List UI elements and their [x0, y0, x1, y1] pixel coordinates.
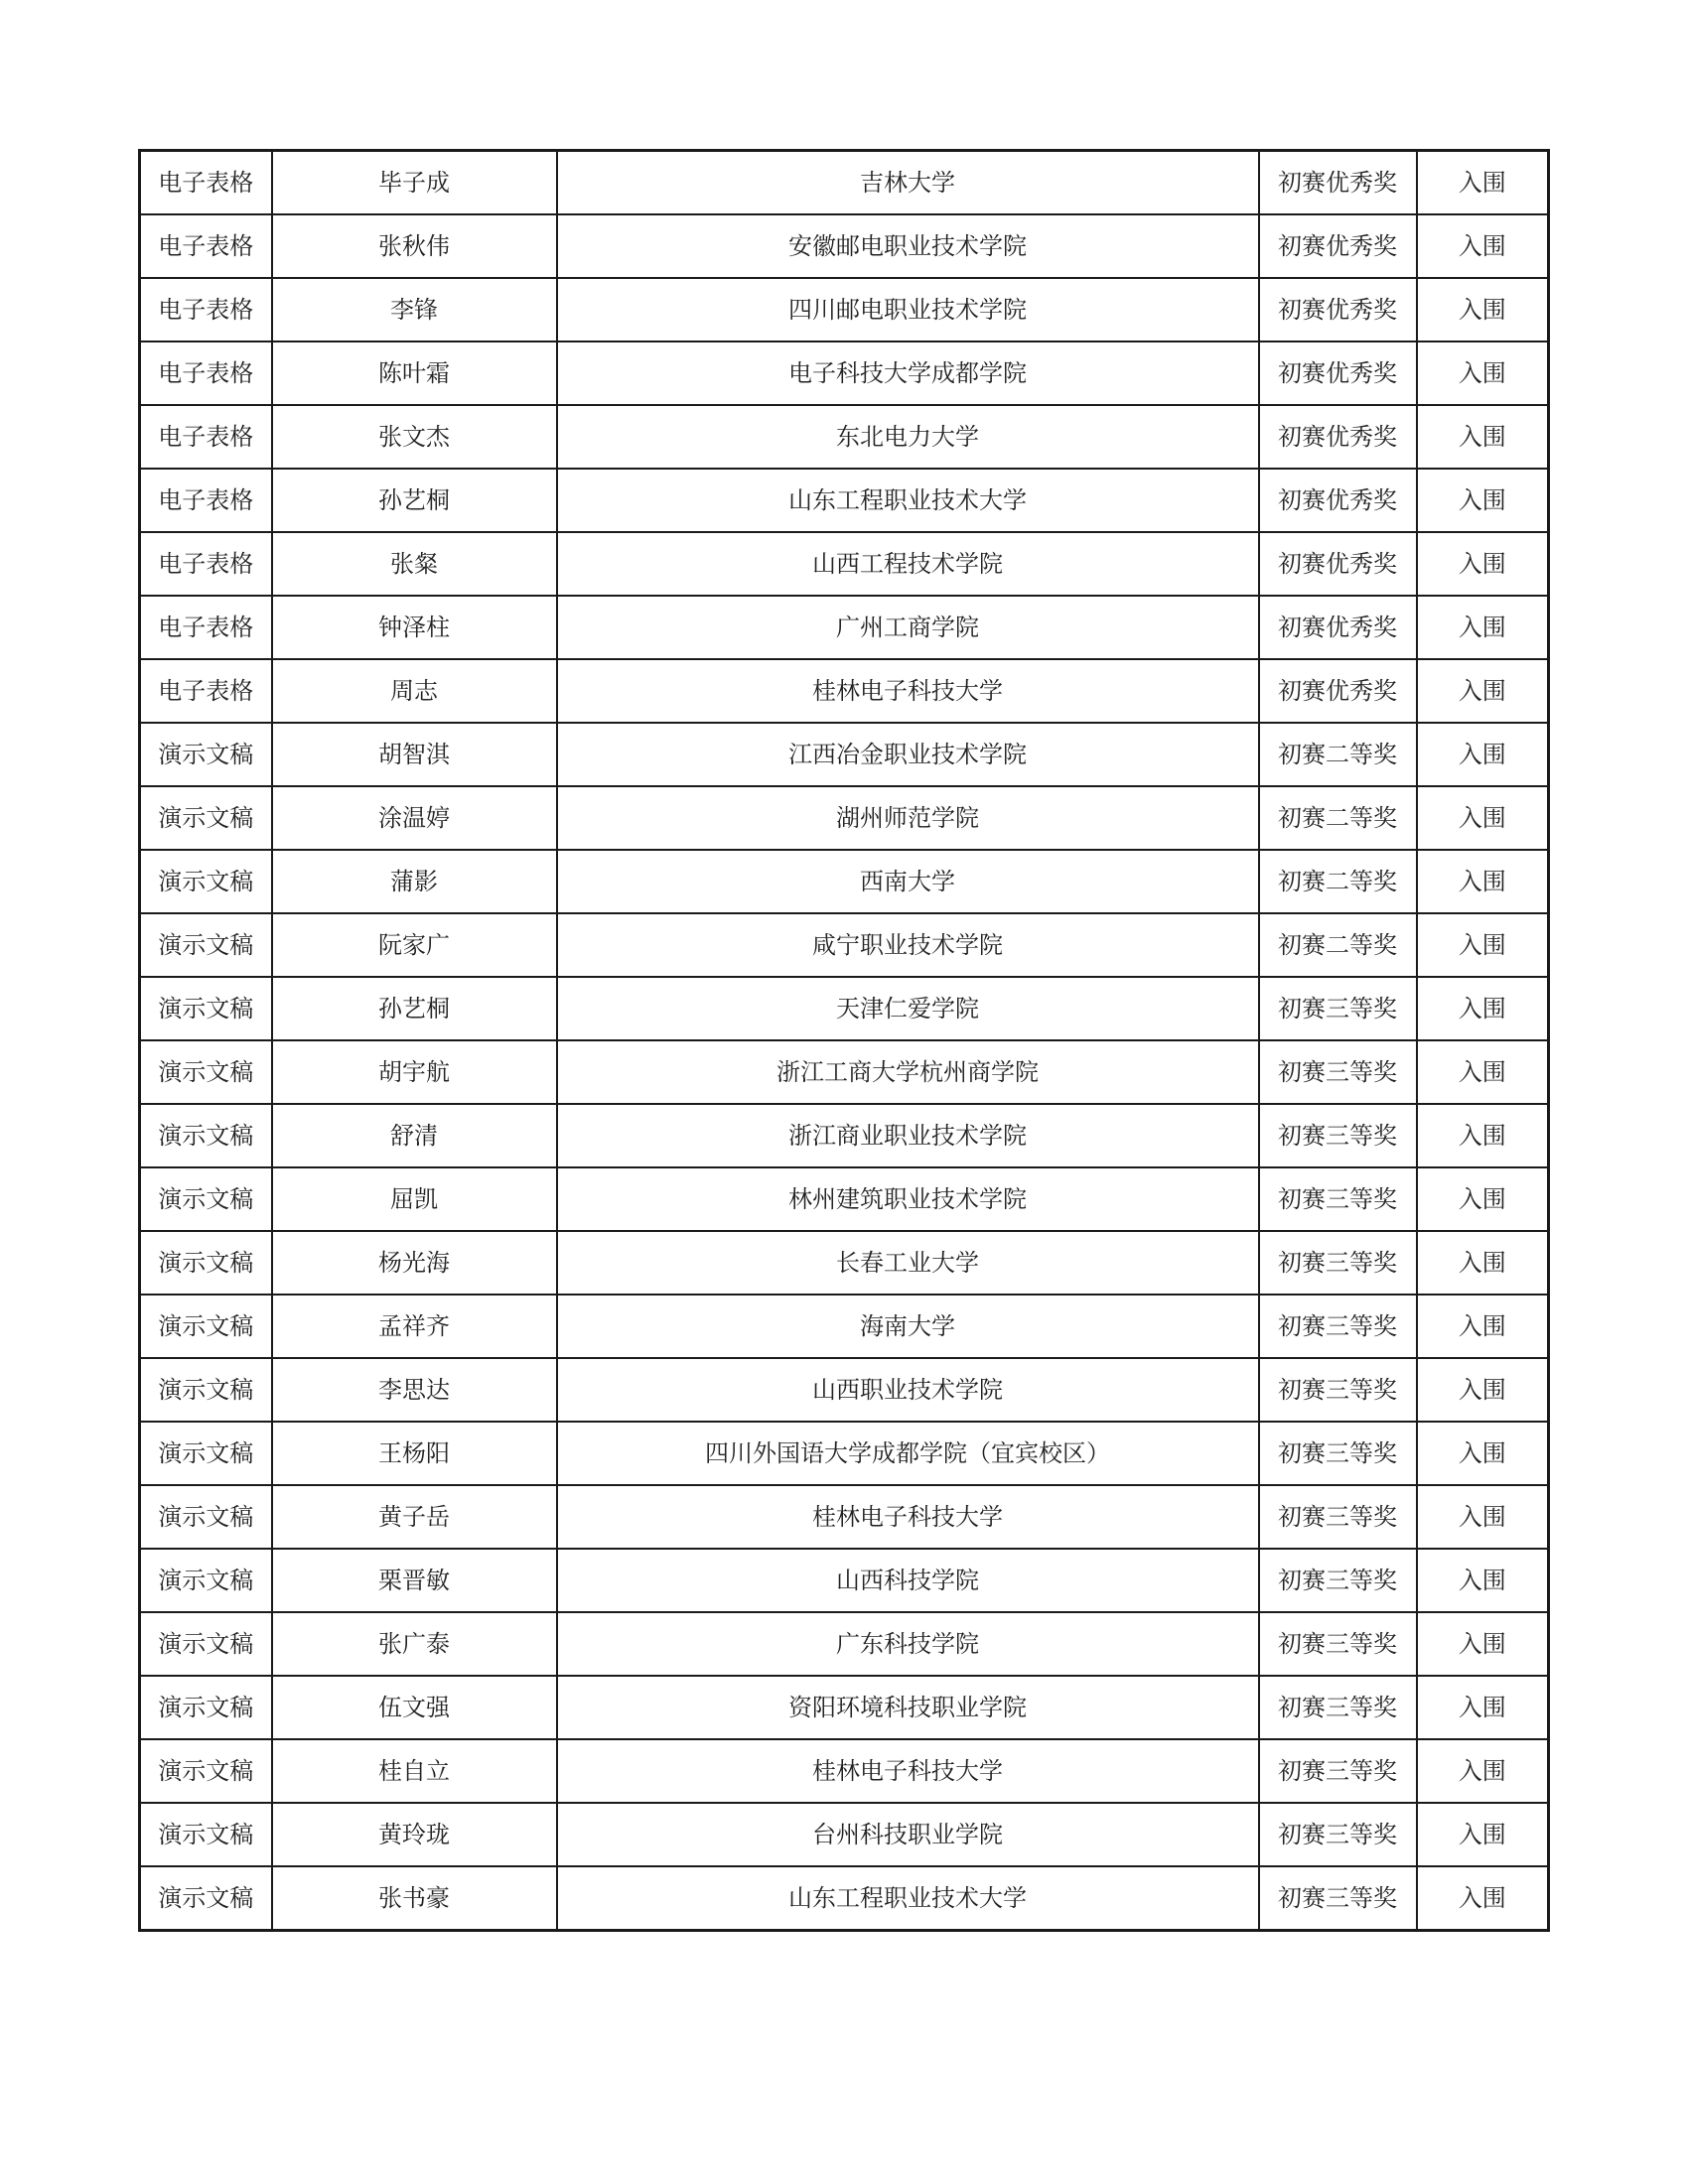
award-results-table	[138, 149, 1550, 1932]
status-cell: 入围	[1417, 1803, 1549, 1866]
award-cell: 初赛优秀奖	[1259, 278, 1417, 341]
award-table-body	[140, 151, 1549, 1931]
school-cell: 桂林电子科技大学	[557, 659, 1259, 723]
name-cell: 陈叶霜	[272, 341, 557, 405]
category-cell: 演示文稿	[140, 1549, 272, 1612]
category-cell: 演示文稿	[140, 1676, 272, 1739]
category-cell: 演示文稿	[140, 1104, 272, 1167]
award-cell: 初赛三等奖	[1259, 1866, 1417, 1931]
award-cell: 初赛二等奖	[1259, 913, 1417, 977]
status-cell: 入围	[1417, 977, 1549, 1040]
table-row	[140, 1295, 1549, 1358]
table-row	[140, 1167, 1549, 1231]
status-cell: 入围	[1417, 1485, 1549, 1549]
school-cell: 四川外国语大学成都学院（宜宾校区）	[557, 1422, 1259, 1485]
name-cell: 钟泽柱	[272, 596, 557, 659]
category-cell: 演示文稿	[140, 1866, 272, 1931]
category-cell: 演示文稿	[140, 1167, 272, 1231]
award-cell: 初赛二等奖	[1259, 850, 1417, 913]
award-cell: 初赛二等奖	[1259, 723, 1417, 786]
school-cell: 山东工程职业技术大学	[557, 469, 1259, 532]
status-cell: 入围	[1417, 1676, 1549, 1739]
category-cell: 演示文稿	[140, 850, 272, 913]
table-row	[140, 850, 1549, 913]
school-cell: 山西工程技术学院	[557, 532, 1259, 596]
table-row	[140, 1612, 1549, 1676]
category-cell: 演示文稿	[140, 1358, 272, 1422]
status-cell: 入围	[1417, 1104, 1549, 1167]
category-cell: 演示文稿	[140, 1295, 272, 1358]
school-cell: 江西冶金职业技术学院	[557, 723, 1259, 786]
status-cell: 入围	[1417, 1231, 1549, 1295]
award-cell: 初赛三等奖	[1259, 1676, 1417, 1739]
table-row	[140, 1231, 1549, 1295]
table-row	[140, 1549, 1549, 1612]
name-cell: 李锋	[272, 278, 557, 341]
category-cell: 电子表格	[140, 151, 272, 215]
category-cell: 电子表格	[140, 214, 272, 278]
category-cell: 演示文稿	[140, 1803, 272, 1866]
status-cell: 入围	[1417, 786, 1549, 850]
table-row	[140, 596, 1549, 659]
name-cell: 涂温婷	[272, 786, 557, 850]
name-cell: 胡宇航	[272, 1040, 557, 1104]
table-row	[140, 278, 1549, 341]
category-cell: 演示文稿	[140, 1231, 272, 1295]
category-cell: 电子表格	[140, 341, 272, 405]
award-cell: 初赛优秀奖	[1259, 151, 1417, 215]
name-cell: 阮家广	[272, 913, 557, 977]
name-cell: 孟祥齐	[272, 1295, 557, 1358]
status-cell: 入围	[1417, 1295, 1549, 1358]
status-cell: 入围	[1417, 1422, 1549, 1485]
category-cell: 电子表格	[140, 659, 272, 723]
award-cell: 初赛三等奖	[1259, 1231, 1417, 1295]
school-cell: 山西科技学院	[557, 1549, 1259, 1612]
table-row	[140, 786, 1549, 850]
category-cell: 演示文稿	[140, 1040, 272, 1104]
status-cell: 入围	[1417, 1612, 1549, 1676]
name-cell: 伍文强	[272, 1676, 557, 1739]
name-cell: 屈凯	[272, 1167, 557, 1231]
category-cell: 演示文稿	[140, 1422, 272, 1485]
school-cell: 浙江商业职业技术学院	[557, 1104, 1259, 1167]
status-cell: 入围	[1417, 1167, 1549, 1231]
name-cell: 黄子岳	[272, 1485, 557, 1549]
status-cell: 入围	[1417, 341, 1549, 405]
status-cell: 入围	[1417, 1739, 1549, 1803]
award-cell: 初赛优秀奖	[1259, 532, 1417, 596]
award-cell: 初赛三等奖	[1259, 1040, 1417, 1104]
name-cell: 孙艺桐	[272, 977, 557, 1040]
award-cell: 初赛三等奖	[1259, 1485, 1417, 1549]
status-cell: 入围	[1417, 469, 1549, 532]
award-cell: 初赛优秀奖	[1259, 405, 1417, 469]
school-cell: 浙江工商大学杭州商学院	[557, 1040, 1259, 1104]
table-row	[140, 1676, 1549, 1739]
award-cell: 初赛三等奖	[1259, 1167, 1417, 1231]
category-cell: 电子表格	[140, 532, 272, 596]
category-cell: 电子表格	[140, 278, 272, 341]
category-cell: 演示文稿	[140, 1612, 272, 1676]
category-cell: 演示文稿	[140, 1739, 272, 1803]
school-cell: 林州建筑职业技术学院	[557, 1167, 1259, 1231]
table-row	[140, 1104, 1549, 1167]
category-cell: 电子表格	[140, 469, 272, 532]
table-row	[140, 1358, 1549, 1422]
name-cell: 张文杰	[272, 405, 557, 469]
table-row	[140, 1485, 1549, 1549]
award-cell: 初赛三等奖	[1259, 1422, 1417, 1485]
award-cell: 初赛三等奖	[1259, 1295, 1417, 1358]
school-cell: 长春工业大学	[557, 1231, 1259, 1295]
status-cell: 入围	[1417, 214, 1549, 278]
name-cell: 张书豪	[272, 1866, 557, 1931]
award-cell: 初赛优秀奖	[1259, 341, 1417, 405]
school-cell: 桂林电子科技大学	[557, 1485, 1259, 1549]
award-cell: 初赛三等奖	[1259, 1358, 1417, 1422]
name-cell: 毕子成	[272, 151, 557, 215]
table-row	[140, 913, 1549, 977]
status-cell: 入围	[1417, 151, 1549, 215]
table-row	[140, 532, 1549, 596]
school-cell: 安徽邮电职业技术学院	[557, 214, 1259, 278]
name-cell: 桂自立	[272, 1739, 557, 1803]
status-cell: 入围	[1417, 596, 1549, 659]
name-cell: 张粲	[272, 532, 557, 596]
award-cell: 初赛三等奖	[1259, 1612, 1417, 1676]
table-row	[140, 341, 1549, 405]
school-cell: 桂林电子科技大学	[557, 1739, 1259, 1803]
award-cell: 初赛优秀奖	[1259, 596, 1417, 659]
table-row	[140, 214, 1549, 278]
status-cell: 入围	[1417, 1866, 1549, 1931]
award-cell: 初赛三等奖	[1259, 977, 1417, 1040]
status-cell: 入围	[1417, 850, 1549, 913]
name-cell: 张广泰	[272, 1612, 557, 1676]
table-row	[140, 659, 1549, 723]
school-cell: 天津仁爱学院	[557, 977, 1259, 1040]
status-cell: 入围	[1417, 659, 1549, 723]
table-row	[140, 1866, 1549, 1931]
category-cell: 演示文稿	[140, 913, 272, 977]
category-cell: 电子表格	[140, 405, 272, 469]
status-cell: 入围	[1417, 1040, 1549, 1104]
award-cell: 初赛优秀奖	[1259, 214, 1417, 278]
category-cell: 演示文稿	[140, 723, 272, 786]
status-cell: 入围	[1417, 278, 1549, 341]
table-row	[140, 1803, 1549, 1866]
name-cell: 蒲影	[272, 850, 557, 913]
category-cell: 演示文稿	[140, 1485, 272, 1549]
name-cell: 孙艺桐	[272, 469, 557, 532]
name-cell: 李思达	[272, 1358, 557, 1422]
status-cell: 入围	[1417, 1549, 1549, 1612]
table-row	[140, 1739, 1549, 1803]
name-cell: 胡智淇	[272, 723, 557, 786]
school-cell: 山西职业技术学院	[557, 1358, 1259, 1422]
table-row	[140, 1422, 1549, 1485]
school-cell: 广东科技学院	[557, 1612, 1259, 1676]
status-cell: 入围	[1417, 1358, 1549, 1422]
award-cell: 初赛三等奖	[1259, 1104, 1417, 1167]
award-cell: 初赛三等奖	[1259, 1739, 1417, 1803]
table-row	[140, 151, 1549, 215]
school-cell: 四川邮电职业技术学院	[557, 278, 1259, 341]
award-cell: 初赛二等奖	[1259, 786, 1417, 850]
school-cell: 电子科技大学成都学院	[557, 341, 1259, 405]
category-cell: 演示文稿	[140, 786, 272, 850]
name-cell: 舒清	[272, 1104, 557, 1167]
status-cell: 入围	[1417, 405, 1549, 469]
school-cell: 咸宁职业技术学院	[557, 913, 1259, 977]
name-cell: 张秋伟	[272, 214, 557, 278]
name-cell: 周志	[272, 659, 557, 723]
school-cell: 山东工程职业技术大学	[557, 1866, 1259, 1931]
category-cell: 演示文稿	[140, 977, 272, 1040]
award-cell: 初赛三等奖	[1259, 1549, 1417, 1612]
school-cell: 海南大学	[557, 1295, 1259, 1358]
name-cell: 王杨阳	[272, 1422, 557, 1485]
name-cell: 栗晋敏	[272, 1549, 557, 1612]
table-row	[140, 405, 1549, 469]
school-cell: 湖州师范学院	[557, 786, 1259, 850]
status-cell: 入围	[1417, 532, 1549, 596]
table-row	[140, 469, 1549, 532]
school-cell: 西南大学	[557, 850, 1259, 913]
award-cell: 初赛优秀奖	[1259, 469, 1417, 532]
school-cell: 台州科技职业学院	[557, 1803, 1259, 1866]
name-cell: 黄玲珑	[272, 1803, 557, 1866]
school-cell: 广州工商学院	[557, 596, 1259, 659]
status-cell: 入围	[1417, 723, 1549, 786]
name-cell: 杨光海	[272, 1231, 557, 1295]
table-row	[140, 977, 1549, 1040]
status-cell: 入围	[1417, 913, 1549, 977]
category-cell: 电子表格	[140, 596, 272, 659]
school-cell: 吉林大学	[557, 151, 1259, 215]
award-cell: 初赛优秀奖	[1259, 659, 1417, 723]
school-cell: 资阳环境科技职业学院	[557, 1676, 1259, 1739]
school-cell: 东北电力大学	[557, 405, 1259, 469]
table-row	[140, 1040, 1549, 1104]
table-row	[140, 723, 1549, 786]
award-cell: 初赛三等奖	[1259, 1803, 1417, 1866]
